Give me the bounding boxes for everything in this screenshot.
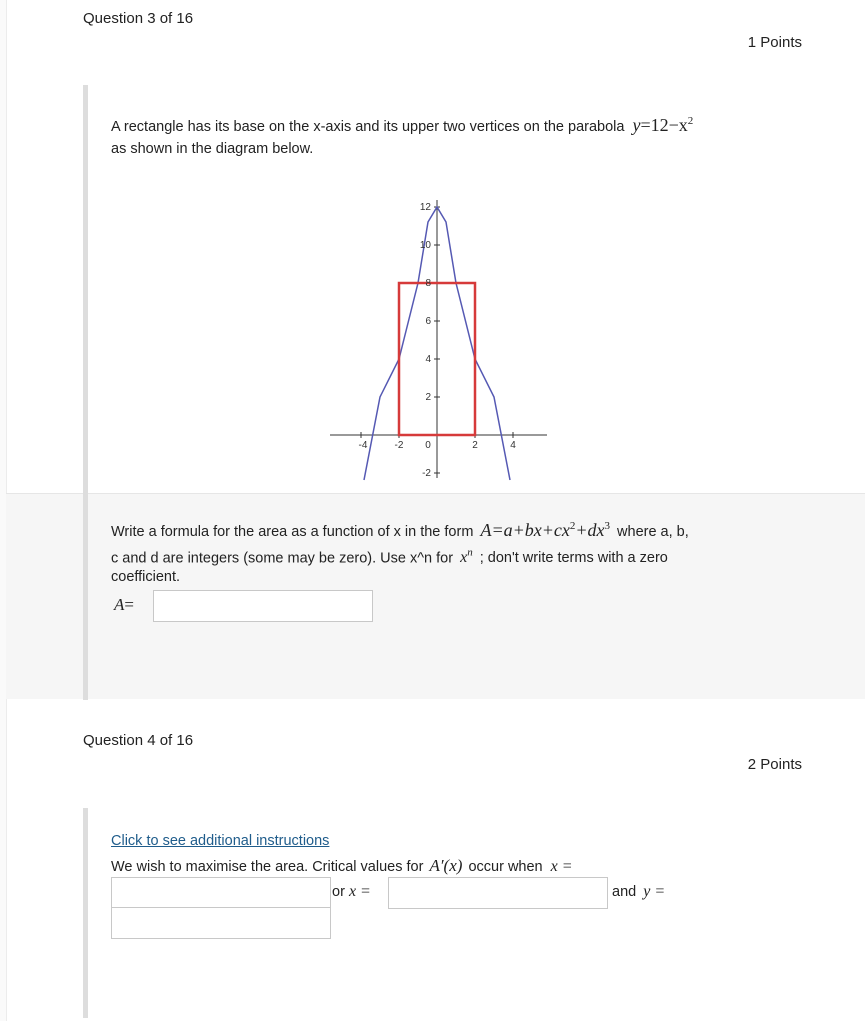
derivative-A-prime: A′(x) <box>429 856 463 875</box>
critical-x1-input[interactable] <box>111 877 331 909</box>
question-3-card-bar <box>83 85 88 700</box>
question-3-prompt-line2 <box>111 543 668 568</box>
y-tick-label-8: 8 <box>425 278 431 289</box>
y-tick-label-10: 10 <box>419 240 431 251</box>
or-x-equals: x = <box>348 883 371 900</box>
form-exponent-2: 2 <box>569 520 576 532</box>
y-tick-label-neg2: -2 <box>422 468 431 479</box>
y-value-input[interactable] <box>111 907 331 939</box>
x-power-n <box>460 549 473 566</box>
x-tick-label-2: 2 <box>472 440 478 451</box>
answer-label-A: A <box>114 595 125 614</box>
or-label: or <box>332 884 345 900</box>
answer-label <box>114 595 134 615</box>
y-tick-label-2: 2 <box>425 392 431 403</box>
parabola-equation <box>632 115 693 135</box>
x-tick-label-neg4: -4 <box>358 440 368 451</box>
prompt-text-start: Write a formula for the area as a function of x in the form <box>111 524 474 540</box>
q4-text-start: We wish to maximise the area. Critical values for <box>111 859 424 875</box>
parabola-rhs: =12−x <box>640 115 688 135</box>
x-tick-label-neg2: -2 <box>394 440 404 451</box>
y-tick-label-6: 6 <box>425 316 431 327</box>
form-dx-term: +dx <box>575 520 605 540</box>
and-y-label <box>612 882 665 902</box>
prompt-line2-start: c and d are integers (some may be zero). Use x^n for <box>111 550 454 567</box>
question-4-card-bar <box>83 808 88 1018</box>
q4-text-mid: occur when <box>468 859 543 875</box>
parabola-exponent: 2 <box>687 115 694 127</box>
or-x-label <box>332 882 371 902</box>
question-4-header: Question 4 of 16 <box>83 732 194 749</box>
question-3-text-line2: as shown in the diagram below. <box>111 141 314 157</box>
y-tick-label-4: 4 <box>425 354 431 365</box>
form-terms: =a+bx+cx <box>491 520 570 540</box>
prompt-line2-end: ; don't write terms with a zero <box>479 550 668 567</box>
area-formula-input[interactable] <box>153 590 373 622</box>
question-3-header: Question 3 of 16 <box>83 10 194 27</box>
critical-x2-input[interactable] <box>388 877 608 909</box>
y-equals: y = <box>643 883 666 900</box>
xn-x: x <box>460 549 468 567</box>
form-A: A <box>480 520 492 540</box>
parabola-y: y <box>632 115 641 135</box>
form-exponent-3: 3 <box>604 520 610 532</box>
xn-n: n <box>467 547 473 559</box>
parabola-diagram <box>320 195 560 485</box>
x-tick-label-4: 4 <box>510 440 516 451</box>
question-3-text-1: A rectangle has its base on the x-axis and its upper two vertices on the parabola <box>111 119 625 135</box>
question-3-prompt-line1 <box>111 516 689 542</box>
and-label: and <box>612 884 637 900</box>
prompt-text-end: where a, b, <box>617 524 689 540</box>
answer-label-equals: = <box>124 595 134 614</box>
question-4-points: 2 Points <box>747 756 802 773</box>
question-4-text <box>111 856 573 877</box>
question-3-points: 1 Points <box>747 34 802 51</box>
additional-instructions-link[interactable]: Click to see additional instructions <box>111 833 330 849</box>
x-tick-label-0: 0 <box>425 440 431 451</box>
x-equals-label: x = <box>550 858 573 875</box>
y-tick-label-12: 12 <box>419 202 431 213</box>
question-3-prompt-line3: coefficient. <box>111 569 181 585</box>
question-3-text-line1 <box>111 111 693 137</box>
area-form-equation <box>480 520 610 540</box>
